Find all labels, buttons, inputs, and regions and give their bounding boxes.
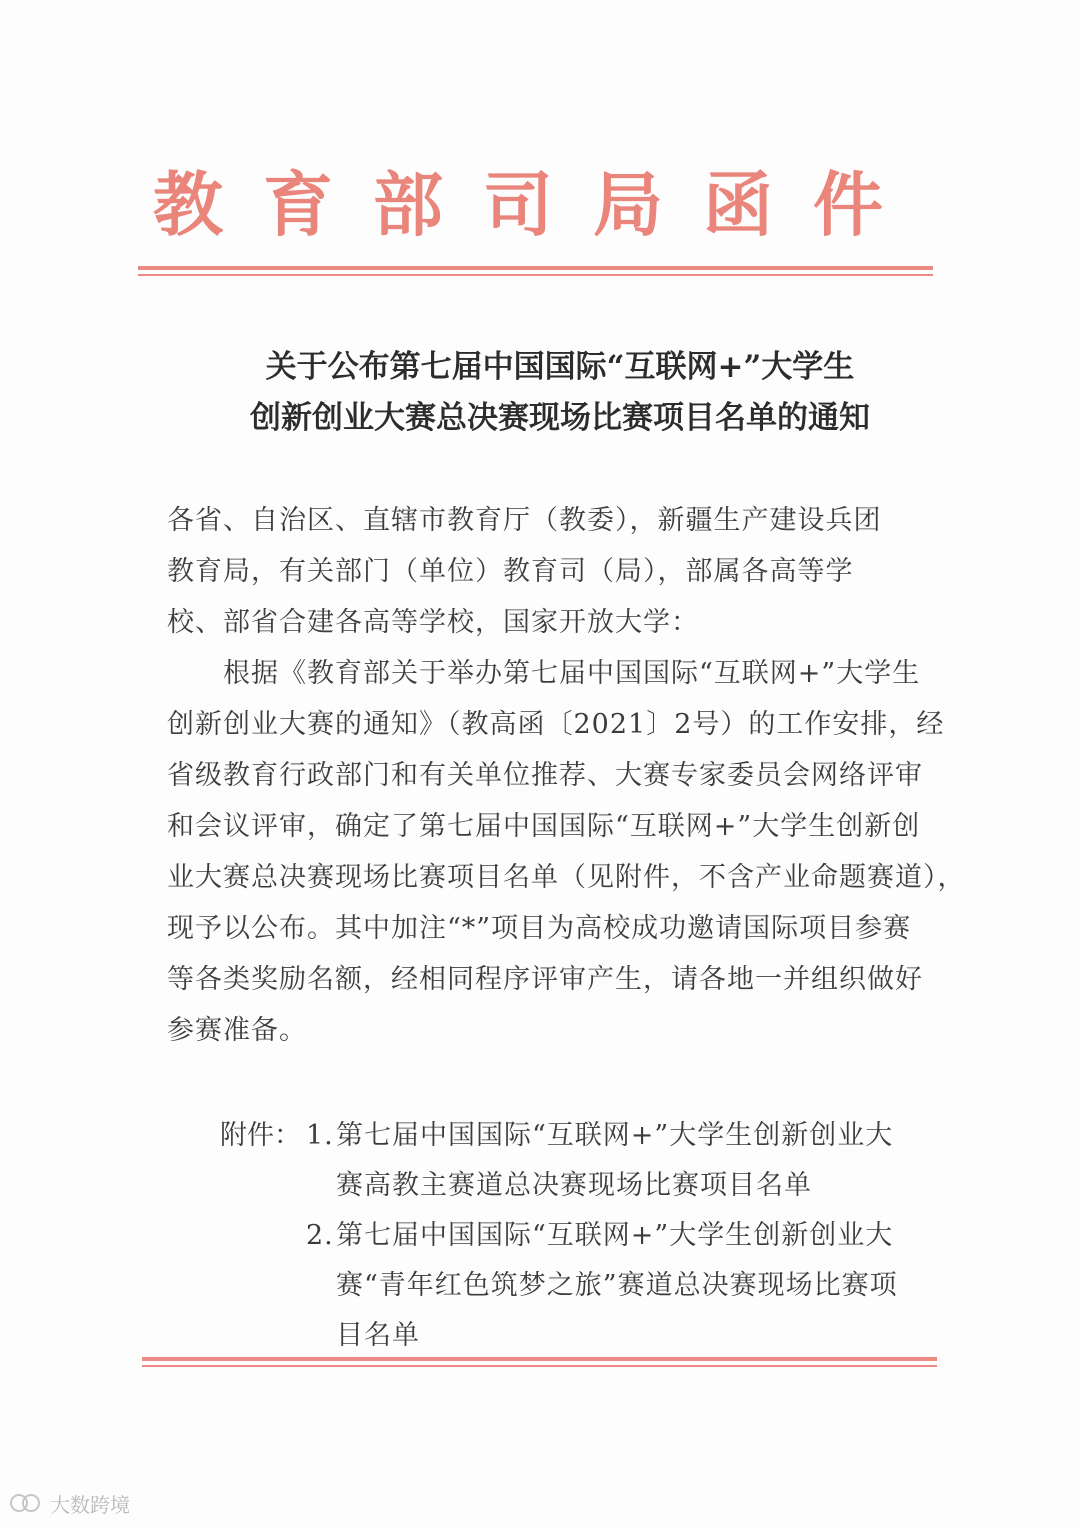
addressee-line: 各省、自治区、直辖市教育厅（教委），新疆生产建设兵团 xyxy=(167,505,882,536)
letterhead-rule-thin xyxy=(138,274,933,276)
paragraph-line: 现予以公布。其中加注“*”项目为高校成功邀请国际项目参赛 xyxy=(167,913,912,944)
paragraph-line: 和会议评审，确定了第七届中国国际“互联网+”大学生创新创 xyxy=(167,811,921,842)
attachment-item-1 xyxy=(306,1111,956,1211)
paragraph-line: 省级教育行政部门和有关单位推荐、大赛专家委员会网络评审 xyxy=(167,760,923,791)
attachment-number: 1. xyxy=(306,1120,334,1151)
paragraph-line: 等各类奖励名额，经相同程序评审产生，请各地一并组织做好 xyxy=(167,964,923,995)
attachment-line: 第七届中国国际“互联网+”大学生创新创业大 xyxy=(336,1220,894,1251)
footer-rule-thick xyxy=(142,1357,937,1361)
attachment-item-2 xyxy=(306,1211,956,1361)
attachments-label: 附件： xyxy=(220,1120,301,1151)
attachment-line: 第七届中国国际“互联网+”大学生创新创业大 xyxy=(336,1120,894,1151)
letterhead-title: 教育部司局函件 xyxy=(153,163,923,246)
paragraph-line: 根据《教育部关于举办第七届中国国际“互联网+”大学生 xyxy=(167,658,921,689)
watermark-text: 大数跨境 xyxy=(50,1492,130,1517)
paragraph-line: 创新创业大赛的通知》（教高函〔2021〕2号）的工作安排，经 xyxy=(167,709,945,740)
paragraph-line: 业大赛总决赛现场比赛项目名单（见附件，不含产业命题赛道）， xyxy=(167,862,966,893)
footer-rule-thin xyxy=(142,1365,937,1367)
watermark xyxy=(10,1488,130,1518)
notice-title-line-1: 关于公布第七届中国国际“互联网+”大学生 xyxy=(265,349,855,385)
addressee-line: 校、部省合建各高等学校，国家开放大学： xyxy=(167,607,699,638)
attachment-number: 2. xyxy=(306,1220,334,1251)
link-rings-icon xyxy=(10,1493,44,1513)
attachment-line: 目名单 xyxy=(336,1320,420,1351)
letterhead-rule-thick xyxy=(138,266,933,270)
attachment-line: 赛高教主赛道总决赛现场比赛项目名单 xyxy=(336,1170,812,1201)
addressee-line: 教育局，有关部门（单位）教育司（局），部属各高等学 xyxy=(167,556,854,587)
notice-title-line-2: 创新创业大赛总决赛现场比赛项目名单的通知 xyxy=(250,400,870,436)
paragraph-line: 参赛准备。 xyxy=(167,1015,307,1046)
attachment-line: 赛“青年红色筑梦之旅”赛道总决赛现场比赛项 xyxy=(336,1270,898,1301)
